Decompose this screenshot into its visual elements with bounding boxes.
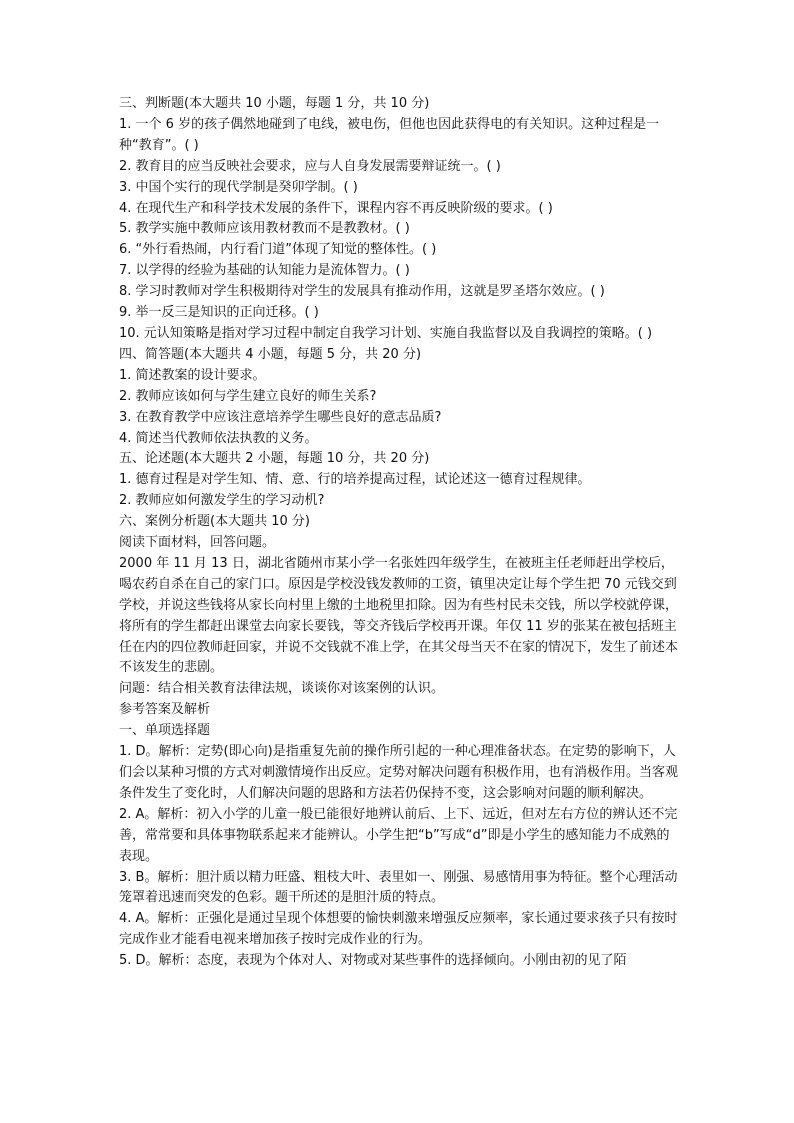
case-material: 2000 年 11 月 13 日，湖北省随州市某小学一名张姓四年级学生，在被班主任老师赶出学校后，喝农药自杀在自己的家门口。原因是学校没钱发教师的工资，镇里决定让每个学生把 70 元钱交到学校，并说这些钱将从家长向村里上缴的土地税里扣除。因为有些村民未交钱，所以学校就停课，将所有的学生都赶出课堂去向家长要钱，等交齐钱后学校再开课。年仅 11 岁的张某在被包括班主任在内的四位教师赶回家，并说不交钱就不准上学，在其父母当天不在家的情况下，发生了前述本不该发生的悲剧。	[119, 555, 679, 676]
judgment-item-8: 8. 学习时教师对学生积极期待对学生的发展具有推动作用，这就是罗圣塔尔效应。( )	[119, 284, 605, 300]
judgment-item-5: 5. 教学实施中教师应该用教材教而不是教教材。( )	[119, 221, 410, 237]
case-instruction: 阅读下面材料，回答问题。	[119, 535, 276, 551]
case-question: 问题：结合相关教育法律法规，谈谈你对该案例的认识。	[119, 681, 445, 697]
short-answer-item-4: 4. 简述当代教师依法执教的义务。	[119, 430, 318, 446]
judgment-item-7: 7. 以学得的经验为基础的认知能力是流体智力。( )	[119, 263, 410, 279]
answers-heading: 参考答案及解析	[119, 702, 211, 718]
section-heading-essay: 五、论述题(本大题共 2 小题，每题 10 分，共 20 分)	[119, 451, 430, 467]
answers-section-single-choice: 一、单项选择题	[119, 723, 211, 739]
judgment-item-1: 1. 一个 6 岁的孩子偶然地碰到了电线，被电伤，但他也因此获得电的有关知识。这种过程是一种“教育”。( )	[119, 116, 660, 153]
section-heading-judgment: 三、判断题(本大题共 10 小题，每题 1 分，共 10 分)	[119, 96, 430, 111]
answer-item-4: 4. A。解析：正强化是通过呈现个体想要的愉快刺激来增强反应频率，家长通过要求孩子只有按时完成作业才能看电视来增加孩子按时完成作业的行为。	[119, 911, 678, 948]
section-heading-short-answer: 四、简答题(本大题共 4 小题，每题 5 分，共 20 分)	[119, 346, 422, 362]
judgment-item-4: 4. 在现代生产和科学技术发展的条件下，课程内容不再反映阶级的要求。( )	[119, 200, 553, 216]
short-answer-item-2: 2. 教师应该如何与学生建立良好的师生关系?	[119, 388, 377, 404]
short-answer-item-3: 3. 在教育教学中应该注意培养学生哪些良好的意志品质?	[119, 409, 442, 425]
judgment-item-9: 9. 举一反三是知识的正向迁移。( )	[119, 305, 319, 321]
short-answer-item-1: 1. 简述教案的设计要求。	[119, 367, 266, 383]
judgment-item-10: 10. 元认知策略是指对学习过程中制定自我学习计划、实施自我监督以及自我调控的策略。( )	[119, 325, 653, 341]
essay-item-1: 1. 德育过程是对学生知、情、意、行的培养提高过程，试论述这一德育过程规律。	[119, 472, 591, 488]
judgment-item-3: 3. 中国个实行的现代学制是癸卯学制。( )	[119, 179, 358, 195]
document-body	[119, 94, 681, 972]
answer-item-5: 5. D。解析：态度，表现为个体对人、对物或对某些事件的选择倾向。小刚由初的见了陌	[119, 953, 627, 969]
essay-item-2: 2. 教师应如何激发学生的学习动机?	[119, 493, 325, 509]
judgment-item-2: 2. 教育目的应当反映社会要求，应与人自身发展需要辩证统一。( )	[119, 158, 501, 174]
section-heading-case-analysis: 六、案例分析题(本大题共 10 分)	[119, 514, 310, 530]
answer-item-2: 2. A。解析：初入小学的儿童一般已能很好地辨认前后、上下、远近，但对左右方位的辨认还不完善，常常要和具体事物联系起来才能辨认。小学生把“b”写成“d”即是小学生的感知能力不成熟的表现。	[119, 806, 678, 864]
answer-item-3: 3. B。解析：胆汁质以精力旺盛、粗枝大叶、表里如一、刚强、易感情用事为特征。整个心理活动笼罩着迅速而突发的色彩。题干所述的是胆汁质的特点。	[119, 869, 678, 906]
judgment-item-6: 6. “外行看热闹，内行看门道”体现了知觉的整体性。( )	[119, 242, 437, 258]
answer-item-1: 1. D。解析：定势(即心向)是指重复先前的操作所引起的一种心理准备状态。在定势的影响下，人们会以某种习惯的方式对刺激情境作出反应。定势对解决问题有积极作用，也有消极作用。当客观条件发生了变化时，人们解决问题的思路和方法若仍保持不变，这会影响对问题的顺利解决。	[119, 744, 679, 801]
